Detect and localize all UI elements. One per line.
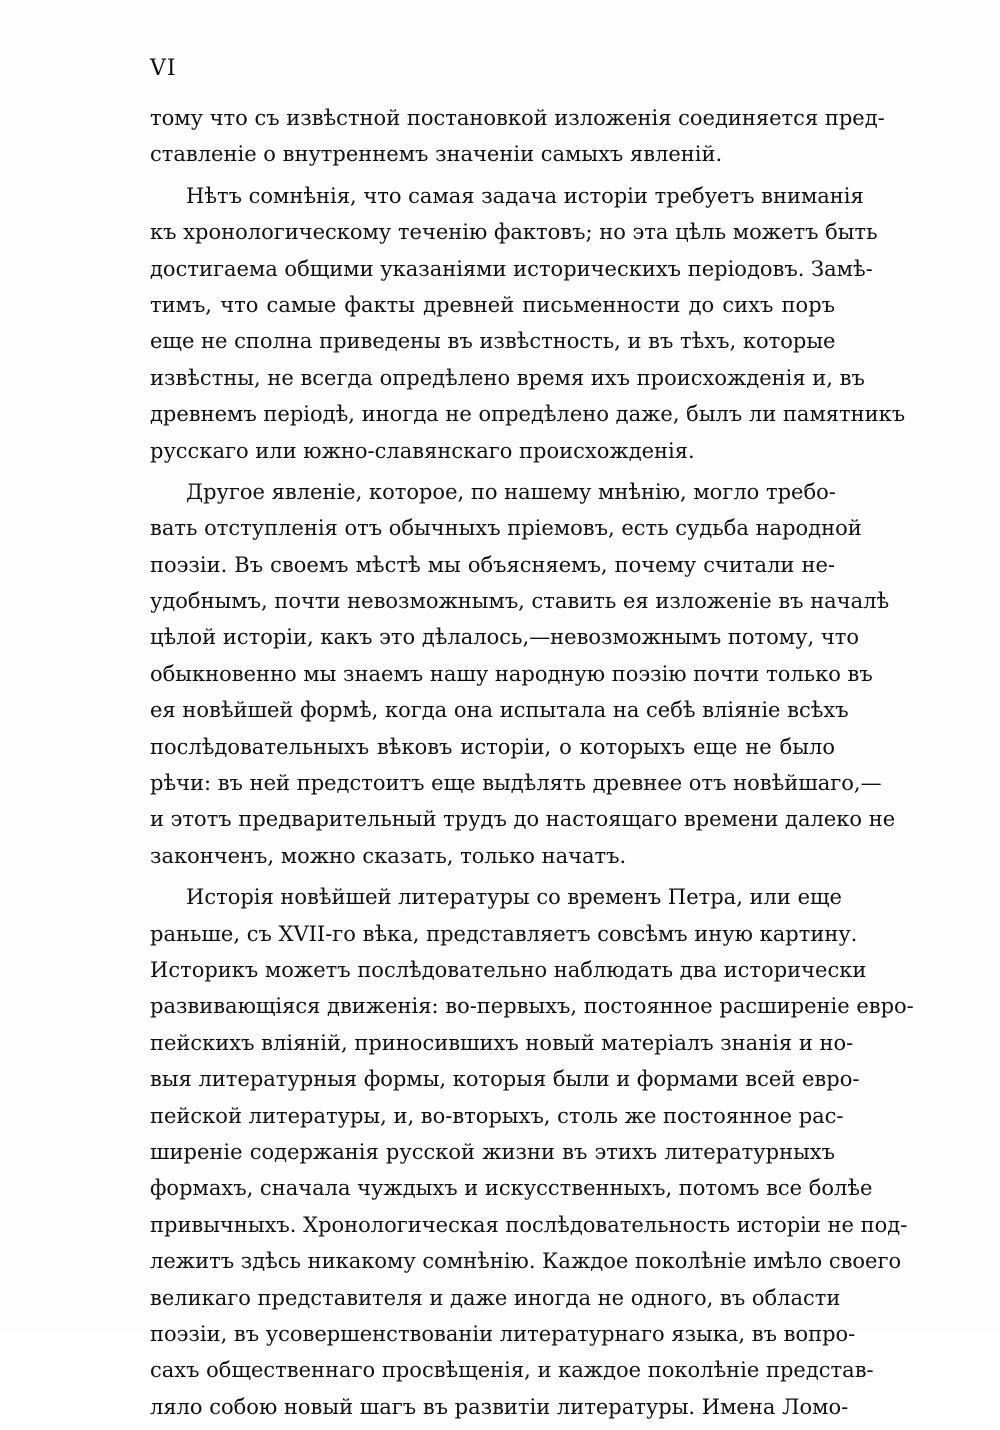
paragraph [150,879,914,1425]
text-line: привычныхъ. Хронологическая послѣдовательность исторіи не под- [150,1212,908,1237]
text-line: ея новѣйшей формѣ, когда она испытала на себѣ вліяніе всѣхъ [150,698,849,723]
text-line: удобнымъ, почти невозможнымъ, ставить ея изложеніе въ началѣ [150,589,890,614]
text-line: вать отступленія отъ обычныхъ пріемовъ, есть судьба народной [150,516,862,541]
text-line: раньше, съ XVII-го вѣка, представляетъ совсѣмъ иную картину. [150,921,858,946]
text-line: формахъ, сначала чуждыхъ и искусственныхъ, потомъ все болѣе [150,1176,873,1201]
text-line: развивающіяся движенія: во-первыхъ, постоянное расширеніе евро- [150,994,914,1019]
text-line: послѣдовательныхъ вѣковъ исторіи, о которыхъ еще не было [150,734,835,759]
text-line: Нѣтъ сомнѣнія, что самая задача исторіи требуетъ вниманія [186,183,864,208]
paragraph [150,474,896,874]
text-line: Исторія новѣйшей литературы со временъ Петра, или еще [186,885,842,910]
text-line: Другое явленіе, которое, по нашему мнѣнію, могло требо- [186,479,836,504]
text-line: достигаема общими указаніями историческихъ періодовъ. Замѣ- [150,256,873,281]
text-line: сахъ общественнаго просвѣщенія, и каждое поколѣніе представ- [150,1358,874,1383]
paragraph [150,100,885,173]
text-line: великаго представителя и даже иногда не одного, въ области [150,1285,841,1310]
body-text [150,100,914,1430]
text-line: пейской литературы, и, во-вторыхъ, столь же постоянное рас- [150,1103,844,1128]
text-line: тимъ, что самые факты древней письменности до сихъ поръ [150,292,835,317]
text-line: еще не сполна приведены въ извѣстность, и въ тѣхъ, которые [150,329,836,354]
text-line: ставленіе о внутреннемъ значеніи самыхъ явленій. [150,142,723,167]
text-line: обыкновенно мы знаемъ нашу народную поэзію почти только въ [150,661,873,686]
text-line: ширеніе содержанія русской жизни въ этихъ литературныхъ [150,1139,835,1164]
text-line: тому что съ извѣстной постановкой изложенія соединяется пред- [150,106,885,130]
text-line: русскаго или южно-славянскаго происхожденія. [150,438,695,463]
text-line: извѣстны, не всегда опредѣлено время ихъ происхожденія и, въ [150,365,865,390]
page-number: VI [150,56,177,81]
text-line: пейскихъ вліяній, приносившихъ новый матеріалъ знанія и но- [150,1030,854,1055]
text-line: рѣчи: въ ней предстоитъ еще выдѣлять древнее отъ новѣйшаго,— [150,771,882,796]
text-line: ляло собою новый шагъ въ развитіи литературы. Имена Ломо- [150,1394,849,1419]
text-line: и этотъ предварительный трудъ до настоящаго времени далеко не [150,807,896,832]
text-line: законченъ, можно сказать, только начатъ. [150,843,627,868]
text-line: поэзіи. Въ своемъ мѣстѣ мы объясняемъ, почему считали не- [150,552,835,577]
text-line: Историкъ можетъ послѣдовательно наблюдать два исторически [150,957,867,982]
text-line: выя литературныя формы, которыя были и формами всей евро- [150,1067,860,1092]
text-line: поэзіи, въ усовершенствованіи литературнаго языка, въ вопро- [150,1321,856,1346]
text-line: древнемъ періодѣ, иногда не опредѣлено даже, былъ ли памятникъ [150,402,906,427]
text-line: цѣлой исторіи, какъ это дѣлалось,—невозможнымъ потому, что [150,625,859,650]
text-line: къ хронологическому теченію фактовъ; но эта цѣль можетъ быть [150,220,878,245]
paragraph [150,178,906,469]
text-line: лежитъ здѣсь никакому сомнѣнію. Каждое поколѣніе имѣло своего [150,1249,902,1274]
